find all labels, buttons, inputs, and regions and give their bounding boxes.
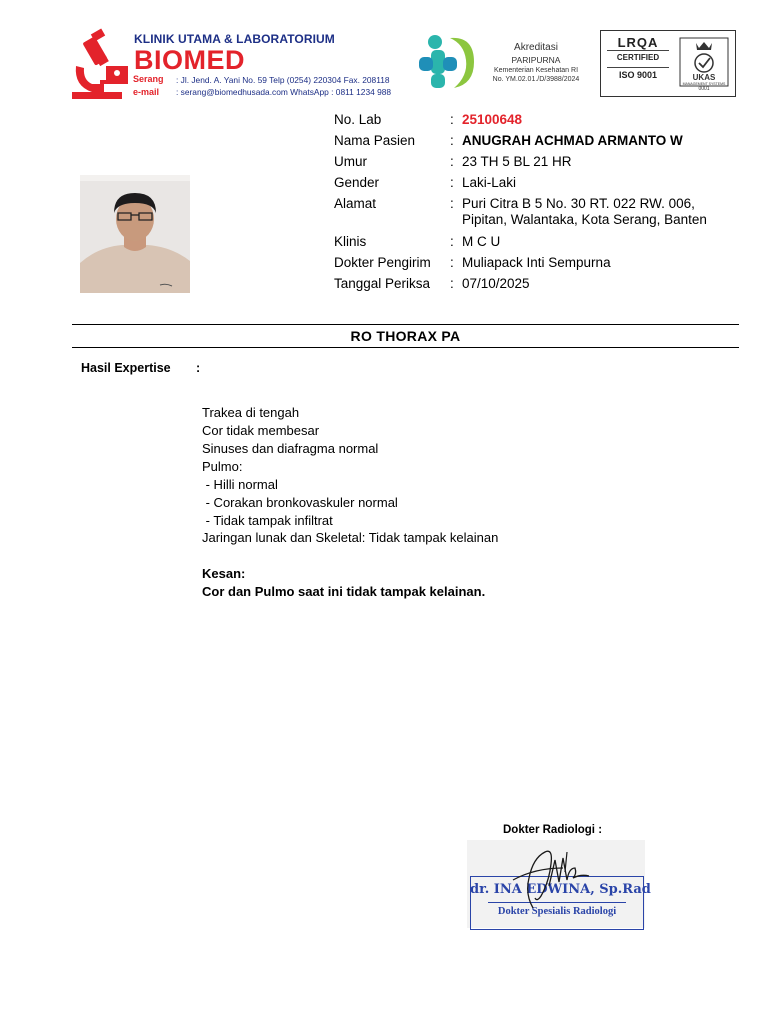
accreditation-number: No. YM.02.01./D/3988/2024 — [492, 76, 580, 83]
address-line1: Puri Citra B 5 No. 30 RT. 022 RW. 006, — [462, 196, 695, 211]
clinic-contact: : serang@biomedhusada.com WhatsApp : 0811 1234 988 — [176, 87, 392, 97]
lab-no-label: No. Lab — [334, 112, 382, 127]
finding-line: - Corakan bronkovaskuler normal — [202, 495, 398, 510]
referring-doctor-label: Dokter Pengirim — [334, 255, 431, 270]
divider-top — [72, 324, 739, 325]
gender-label: Gender — [334, 175, 380, 190]
exam-date-label: Tanggal Periksa — [334, 276, 431, 291]
separator: : — [450, 133, 454, 148]
divider-bottom — [72, 347, 739, 348]
exam-date-value: 07/10/2025 — [462, 276, 530, 291]
finding-line: - Tidak tampak infiltrat — [202, 513, 333, 528]
finding-line: Sinuses dan diafragma normal — [202, 441, 379, 456]
accreditation-authority: Kementerian Kesehatan RI — [493, 67, 579, 74]
address-label: Alamat — [334, 196, 377, 211]
lrqa-certified: CERTIFIED — [616, 53, 660, 62]
city-label: Serang — [133, 74, 164, 84]
separator: : — [450, 112, 454, 127]
separator: : — [450, 255, 454, 270]
finding-line: Trakea di tengah — [202, 405, 300, 420]
doctor-role: Dokter Spesialis Radiologi — [497, 906, 617, 917]
patient-photo — [80, 175, 190, 293]
lrqa-brand: LRQA — [607, 35, 669, 51]
lrqa-mark — [607, 35, 669, 80]
clinic-label: Klinis — [334, 234, 367, 249]
email-label: e-mail — [133, 87, 160, 97]
svg-text:UKAS: UKAS — [692, 73, 716, 82]
separator: : — [196, 361, 201, 375]
clinic-name: BIOMED — [134, 45, 245, 75]
clinic-subtitle: KLINIK UTAMA & LABORATORIUM — [134, 32, 335, 46]
separator: : — [450, 154, 454, 169]
patient-name-value: ANUGRAH ACHMAD ARMANTO W — [462, 133, 683, 148]
separator: : — [450, 196, 454, 211]
clinic-address: : Jl. Jend. A. Yani No. 59 Telp (0254) 220304 Fax. 208118 — [176, 75, 390, 85]
exam-title: RO THORAX PA — [350, 328, 461, 344]
separator: : — [450, 234, 454, 249]
patient-name-label: Nama Pasien — [334, 133, 416, 148]
separator: : — [450, 175, 454, 190]
kemenkes-logo-icon — [416, 32, 478, 94]
doctor-name: dr. INA EDWINA, Sp.Rad — [470, 882, 651, 897]
lab-no-value: 25100648 — [462, 112, 523, 127]
age-value: 23 TH 5 BL 21 HR — [462, 154, 572, 169]
separator: : — [450, 276, 454, 291]
referring-doctor-value: Muliapack Inti Sempurna — [462, 255, 611, 270]
finding-line: - Hilli normal — [202, 477, 278, 492]
ukas-crown-icon — [679, 37, 729, 87]
impression-label: Kesan: — [202, 566, 246, 581]
certification-badge — [600, 30, 736, 97]
expertise-label: Hasil Expertise — [81, 361, 171, 375]
signature-title: Dokter Radiologi : — [503, 824, 603, 836]
gender-value: Laki-Laki — [462, 175, 517, 190]
address-line2: Pipitan, Walantaka, Kota Serang, Banten — [462, 212, 707, 227]
accreditation-level: PARIPURNA — [511, 55, 561, 65]
iso-standard: ISO 9001 — [607, 67, 669, 80]
handwritten-signature — [505, 838, 600, 918]
biomed-logo-icon — [70, 28, 136, 100]
svg-text:MANAGEMENT SYSTEMS: MANAGEMENT SYSTEMS — [682, 82, 726, 86]
ukas-number: 0001 — [698, 86, 710, 92]
clinic-value: M C U — [462, 234, 501, 249]
finding-line: Cor tidak membesar — [202, 423, 320, 438]
finding-line: Jaringan lunak dan Skeletal: Tidak tampak kelainan — [202, 530, 499, 545]
finding-line: Pulmo: — [202, 459, 243, 474]
impression-text: Cor dan Pulmo saat ini tidak tampak kelainan. — [202, 584, 486, 599]
accreditation-label: Akreditasi — [514, 42, 558, 53]
age-label: Umur — [334, 154, 367, 169]
